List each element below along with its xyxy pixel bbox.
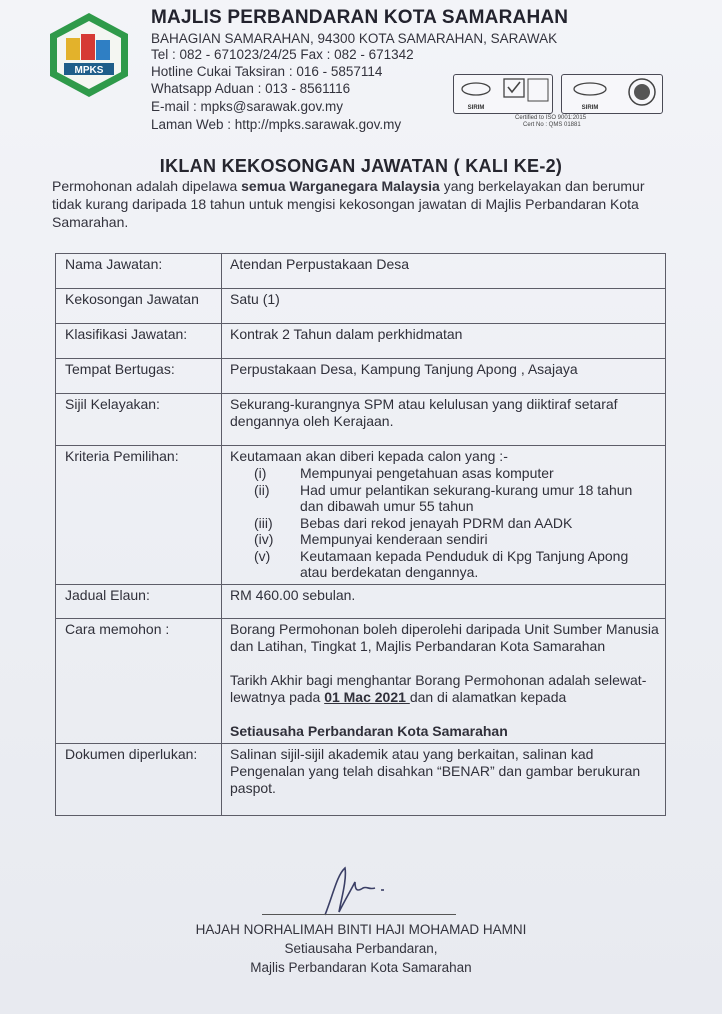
table-row: Klasifikasi Jawatan: Kontrak 2 Tahun dalam perkhidmatan (56, 324, 666, 359)
signature-mark-icon (315, 860, 395, 920)
hotline: Hotline Cukai Taksiran : 016 - 5857114 (151, 64, 383, 79)
list-item: (i) Mempunyai pengetahuan asas komputer (254, 465, 554, 481)
sirim-badge-2 (561, 74, 663, 114)
list-item: (iii) Bebas dari rekod jenayah PDRM dan AADK (254, 514, 573, 531)
iqnet-mark-icon (562, 75, 662, 113)
table-row: Sijil Kelayakan: Sekurang-kurangnya SPM atau kelulusan yang diiktiraf setaraf dengannya oleh Kerajaan. (56, 394, 666, 446)
list-item: (iv) Mempunyai kenderaan sendiri (254, 531, 488, 547)
org-address: BAHAGIAN SAMARAHAN, 94300 KOTA SAMARAHAN, SARAWAK (151, 31, 558, 46)
signatory-org: Majlis Perbandaran Kota Samarahan (250, 960, 472, 975)
cert-note-number: Cert No : QMS 01881 (523, 122, 581, 128)
table-row: Dokumen diperlukan: Salinan sijil-sijil akademik atau yang berkaitan, salinan kad Pengenalan yang telah disahkan “BENAR” dan gambar berukuran paspot. (56, 743, 666, 815)
table-row: Tempat Bertugas: Perpustakaan Desa, Kampung Tanjung Apong , Asajaya (56, 359, 666, 394)
mpks-logo-icon (44, 10, 134, 100)
page-title: IKLAN KEKOSONGAN JAWATAN ( KALI KE-2) (159, 156, 563, 176)
table-row: Jadual Elaun: RM 460.00 sebulan. (56, 584, 666, 618)
svg-text:SIRIM: SIRIM (467, 105, 485, 111)
sirim-mark-icon (454, 75, 552, 113)
addressee: Setiausaha Perbandaran Kota Samarahan (230, 722, 508, 739)
signature-line (262, 914, 456, 915)
apply-source: Borang Permohonan boleh diperolehi daripada Unit Sumber Manusia dan Latihan, Tingkat 1, Majlis Perbandaran Kota Samarahan (230, 620, 659, 654)
apply-deadline-text: Tarikh Akhir bagi menghantar Borang Permohonan adalah selewat-lewatnya pada 01 Mac 2021 dan di alamatkan kepada (230, 671, 647, 705)
certification-badges (453, 70, 665, 130)
list-item: (ii) Had umur pelantikan sekurang-kurang umur 18 tahun dan dibawah umur 55 tahun (254, 481, 633, 514)
intro-bold: semua Warganegara Malaysia (241, 178, 440, 194)
intro-paragraph: Permohonan adalah dipelawa semua Warganegara Malaysia yang berkelayakan dan berumur tidak kurang daripada 18 tahun untuk mengisi kekosongan jawatan di Majlis Perbandaran Kota Samarahan. (52, 178, 645, 230)
cert-note-iso: Certified to ISO 9001:2015 (515, 115, 587, 121)
table-row: Kekosongan Jawatan Satu (1) (56, 289, 666, 324)
criteria-row: Kriteria Pemilihan: Keutamaan akan diberi kepada calon yang :- (i) Mempunyai pengetahuan asas komputer (ii) Had umur pelantikan sekurang-kurang umur 18 tahun dan dibawah umur 55 tahun (iii) Bebas dari rekod jenayah PDRM dan AADK (iv) Mempunyai kenderaan sendiri (v) Keutamaan kepada Penduduk di Kpg Tanjung Apong atau berdekatan dengannya. (56, 446, 666, 585)
criteria-intro: Keutamaan akan diberi kepada calon yang :- (230, 448, 508, 464)
criteria-list (230, 465, 659, 581)
sirim-badge-1 (453, 74, 553, 114)
apply-row: Cara memohon : Borang Permohonan boleh diperolehi daripada Unit Sumber Manusia dan Latihan, Tingkat 1, Majlis Perbandaran Kota Samarahan Tarikh Akhir bagi menghantar Borang Permohonan adalah selewat-lewatnya pada 01 Mac 2021 dan di alamatkan kepada Setiausaha Perbandaran Kota Samarahan (56, 618, 666, 743)
tel-fax: Tel : 082 - 671023/24/25 Fax : 082 - 671342 (151, 47, 414, 62)
deadline-date: 01 Mac 2021 (324, 688, 410, 705)
list-item: (v) Keutamaan kepada Penduduk di Kpg Tanjung Apong atau berdekatan dengannya. (254, 547, 629, 580)
svg-text:MPKS: MPKS (74, 65, 104, 76)
svg-text:SIRIM: SIRIM (581, 105, 599, 111)
website: Laman Web : http://mpks.sarawak.gov.my (151, 117, 402, 132)
signatory-name: HAJAH NORHALIMAH BINTI HAJI MOHAMAD HAMNI (195, 922, 527, 937)
whatsapp: Whatsapp Aduan : 013 - 8561116 (151, 81, 351, 96)
email: E-mail : mpks@sarawak.gov.my (151, 99, 343, 114)
table-row: Nama Jawatan: Atendan Perpustakaan Desa (56, 254, 666, 289)
vacancy-table (55, 253, 666, 816)
org-name: MAJLIS PERBANDARAN KOTA SAMARAHAN (151, 7, 569, 28)
signatory-role: Setiausaha Perbandaran, (284, 941, 438, 956)
